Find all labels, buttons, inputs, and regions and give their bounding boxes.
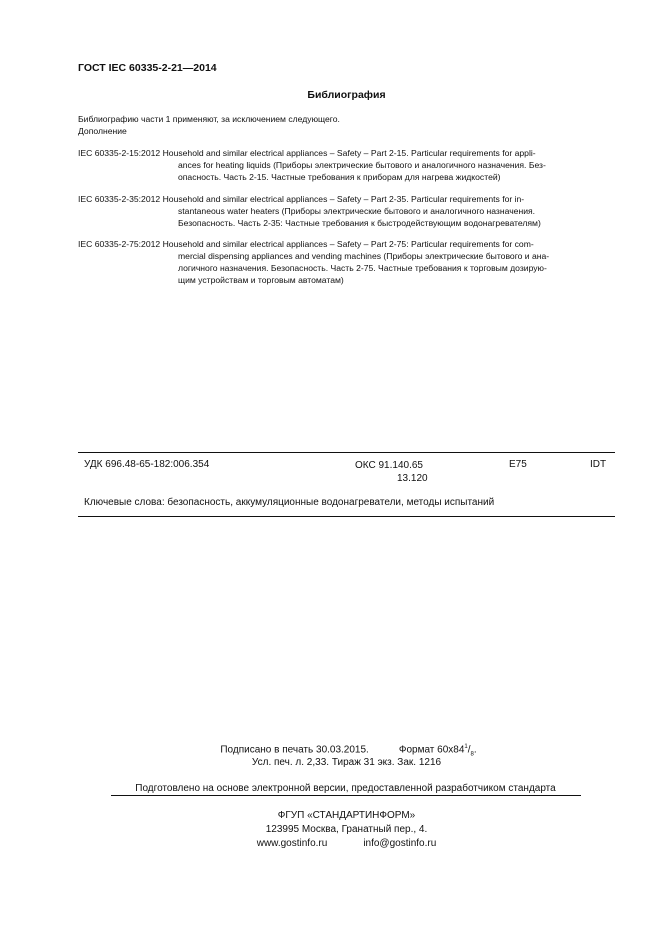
imprint-email[interactable]: info@gostinfo.ru	[363, 838, 437, 849]
reference-line: Household and similar electrical appliances – Safety – Part 2-15. Particular requirements for appli-	[162, 148, 536, 158]
imprint-underline	[111, 795, 581, 796]
imprint-print-info: Усл. печ. л. 2,33. Тираж 31 экз. Зак. 1216	[251, 757, 442, 768]
reference-line: Household and similar electrical appliances – Safety – Part 2-35. Particular requirements for in-	[162, 194, 525, 204]
divider-top	[78, 452, 615, 453]
reference-line: опасность. Часть 2-15. Частные требования к приборам для нагрева жидкостей)	[178, 172, 501, 182]
oks-code-2: 13.120	[397, 473, 428, 484]
imprint-format: Формат 60x84	[398, 744, 465, 756]
reference-item	[78, 238, 616, 286]
imprint-signed-line: Подписано в печать 30.03.2015. Формат $60x84^1/_8$.	[220, 744, 477, 758]
imprint-format-sup: 1	[464, 744, 468, 750]
imprint-signed: Подписано в печать 30.03.2015.	[220, 744, 369, 756]
reference-line: щим устройствам и торговым автоматам)	[178, 275, 344, 285]
divider-bottom	[78, 516, 615, 517]
reference-code: IEC 60335-2-75:2012	[78, 239, 161, 249]
reference-line: Безопасность. Часть 2-35: Частные требования к быстродействующим водонагревателям)	[178, 218, 541, 228]
reference-line: mercial dispensing appliances and vending machines (Приборы электрические бытового и ана-	[178, 251, 550, 261]
reference-line: ances for heating liquids (Приборы электрические бытового и аналогичного назначения. Без-	[178, 160, 546, 170]
idt-code: IDT	[590, 459, 607, 470]
reference-line: логичного назначения. Безопасность. Часть 2-75. Частные требования к торговым дозирую-	[178, 263, 547, 273]
imprint-address: 123995 Москва, Гранатный пер., 4.	[265, 824, 428, 835]
reference-line: Household and similar electrical appliances – Safety – Part 2-75: Particular requirements for com-	[162, 239, 534, 249]
imprint-contacts	[0, 838, 661, 849]
reference-code: IEC 60335-2-35:2012	[78, 194, 161, 204]
group-code: Е75	[509, 459, 527, 470]
intro-line-1: Библиографию части 1 применяют, за исключением следующего.	[78, 114, 340, 124]
oks-code-1: ОКС 91.140.65	[355, 460, 423, 471]
oks-code	[355, 459, 428, 485]
imprint-format-suffix: .	[473, 744, 477, 756]
imprint-prepared: Подготовлено на основе электронной версии, предоставленной разработчиком стандарта	[135, 783, 556, 794]
udk-code: УДК 696.48-65-182:006.354	[84, 459, 210, 470]
imprint-publisher: ФГУП «СТАНДАРТИНФОРМ»	[277, 810, 416, 821]
keywords: Ключевые слова: безопасность, аккумуляционные водонагреватели, методы испытаний	[84, 497, 495, 508]
intro-text	[78, 114, 340, 137]
section-title: Библиография	[307, 89, 386, 101]
standard-header: ГОСТ IEC 60335-2-21—2014	[78, 62, 217, 74]
reference-code: IEC 60335-2-15:2012	[78, 148, 161, 158]
reference-item	[78, 193, 616, 229]
imprint-website[interactable]: www.gostinfo.ru	[256, 838, 328, 849]
imprint-format-sub: 8	[470, 751, 474, 758]
reference-line: stantaneous water heaters (Приборы электрические бытового и аналогичного назначения.	[178, 206, 536, 216]
reference-item	[78, 147, 616, 183]
intro-line-2: Дополнение	[78, 125, 127, 136]
